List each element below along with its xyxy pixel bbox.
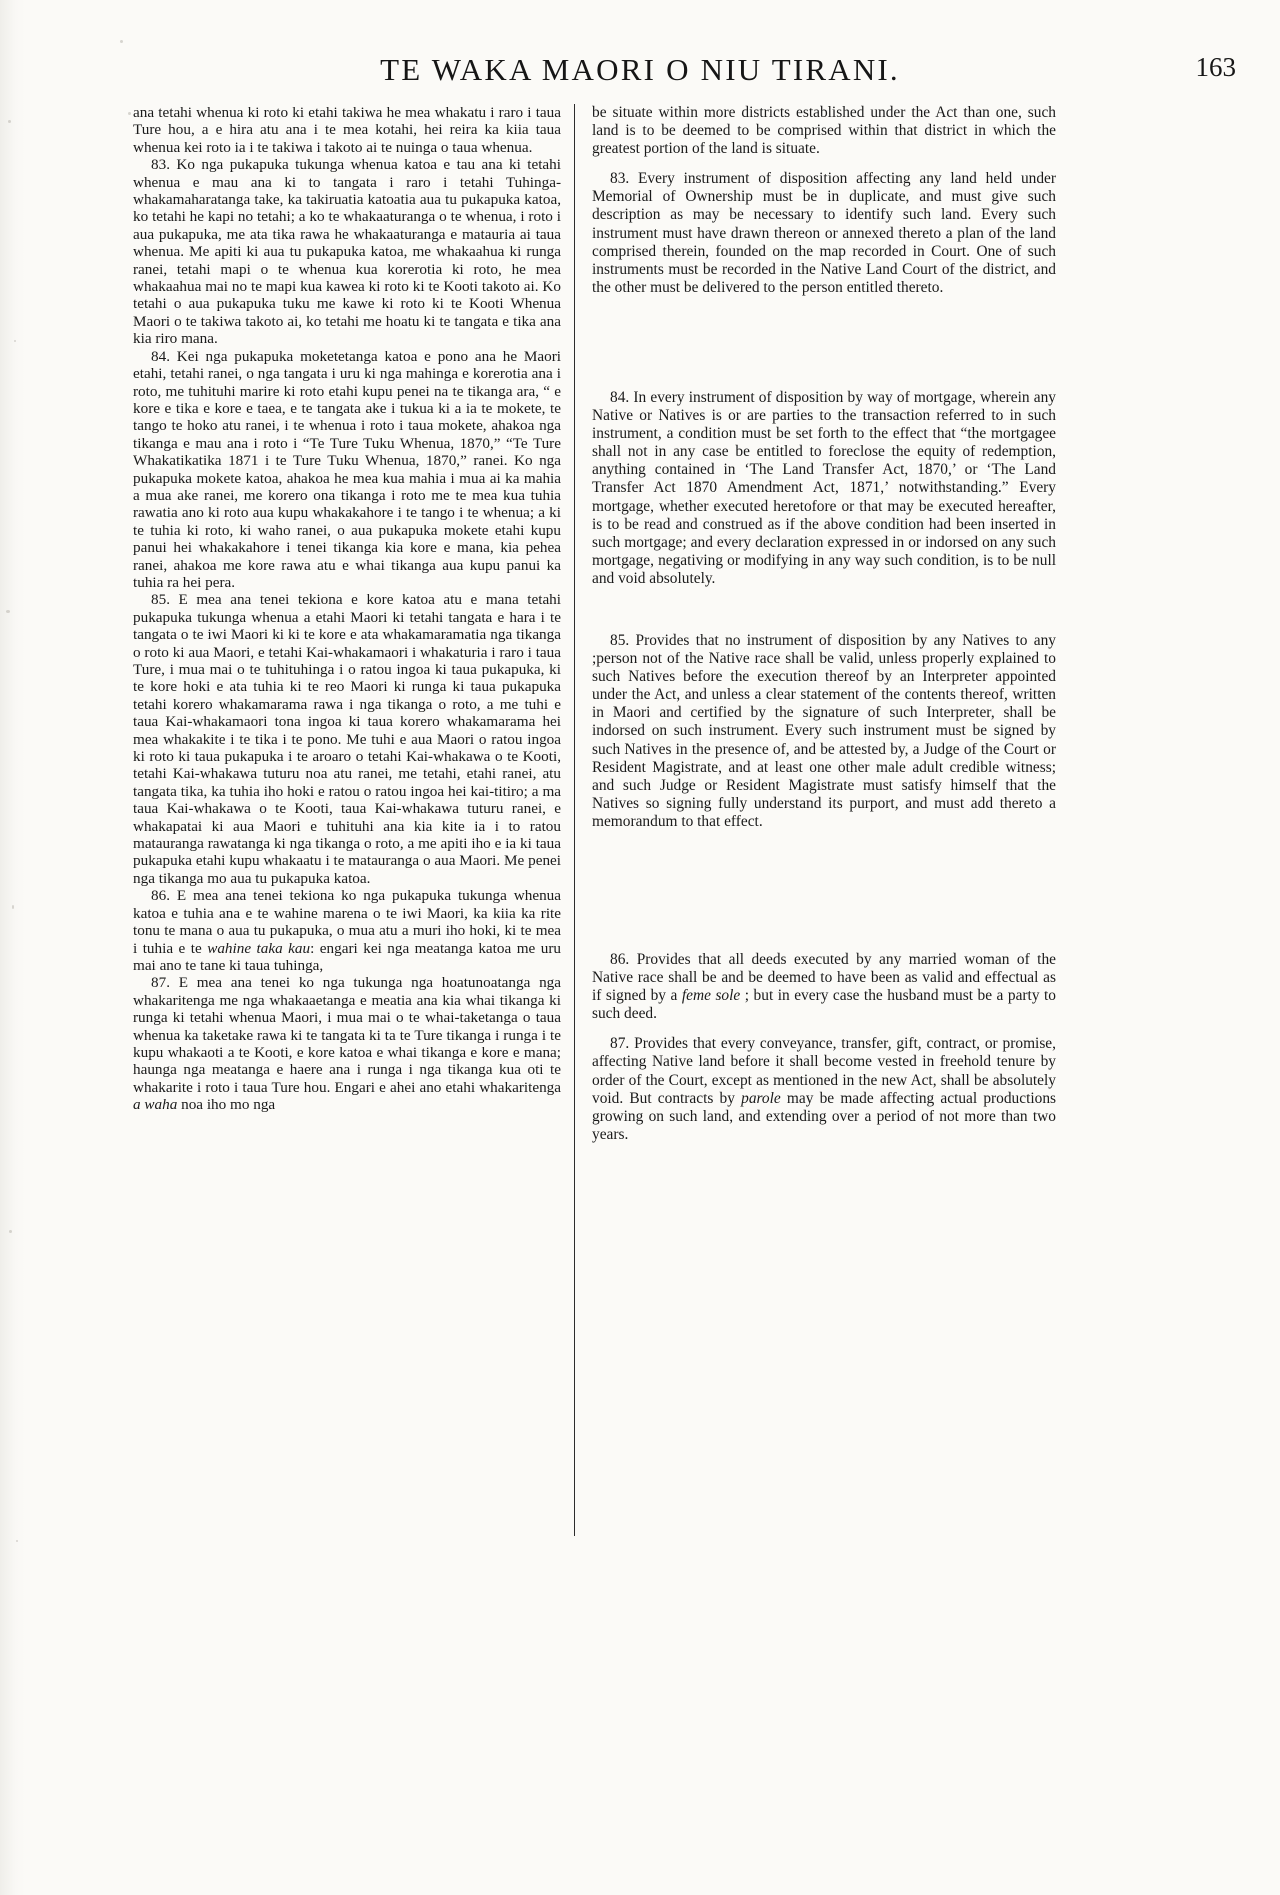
- paragraph-spacer: [592, 831, 1056, 951]
- paragraph-section-86: 86. E mea ana tenei tekiona ko nga pukapuka tukunga whenua katoa e tuhia ana e te wahine marena o te iwi Maori, ka kiia ka rite tonu te mana o aua tu pukapuka, o mua atu a muri iho hoki, ki te mea i tuhia e te wahine taka kau: engari kei nga meatanga katoa me uru mai ano te tane ki taua tuhinga,: [133, 887, 561, 974]
- paragraph: ana tetahi whenua ki roto ki etahi takiwa he mea whakatu i raro i taua Ture hou, a e hira atu ana i te mea kotahi, hei reira ka kiia taua whenua kei roto ia i te takiwa i takoto ai te nuinga o taua whenua.: [133, 104, 561, 156]
- paragraph: be situate within more districts established under the Act than one, such land is to be deemed to be comprised within that district in which the greatest portion of the land is situate.: [592, 104, 1056, 158]
- page-masthead: [0, 52, 1280, 88]
- scan-edge-artifact: [0, 0, 26, 1895]
- scan-speckle: [14, 340, 16, 342]
- scan-speckle: [120, 40, 123, 43]
- scan-speckle: [9, 1230, 12, 1233]
- scan-speckle: [12, 905, 14, 909]
- scan-speckle: [16, 1540, 18, 1542]
- column-english-text: [592, 104, 1056, 1144]
- paragraph-section-85: 85. Provides that no instrument of disposition by any Natives to any ;person not of the Native race shall be valid, unless properly explained to such Natives before the execution thereof by an Interpreter appointed under the Act, and unless a clear statement of the contents thereof, written in Maori and certified by the signature of such Interpreter, shall be indorsed on such instrument. Every such instrument must be signed by such Natives in the presence of, and be attested by, a Judge of the Court or Resident Magistrate, and at least one other male adult credible witness; and such Judge or Resident Magistrate must satisfy himself that the Natives so signing fully understand its purport, and must add thereto a memorandum to that effect.: [592, 631, 1056, 830]
- paragraph-spacer: [592, 297, 1056, 389]
- paragraph-section-84: 84. In every instrument of disposition by way of mortgage, wherein any Native or Natives is or are parties to the transaction referred to in such instrument, a condition must be set forth to the effect that “the mortgagee shall not in any case be entitled to foreclose the equity of redemption, anything contained in ‘The Land Transfer Act, 1870,’ or ‘The Land Transfer Act 1870 Amendment Act, 1871,’ notwithstanding.” Every mortgage, whether executed heretofore or that may be executed hereafter, is to be read and construed as if the above condition had been inserted in such mortgage; and every declaration expressed in or indorsed on any such mortgage, negativing or modifying in any way such condition, is to be null and void absolutely.: [592, 388, 1056, 587]
- paragraph-spacer: [592, 158, 1056, 170]
- paragraph-section-83: 83. Ko nga pukapuka tukunga whenua katoa e tau ana ki tetahi whenua e mau ana ki to tangata i raro i tetahi Tuhinga-whakamaharatanga take, ka takiruatia katoatia aua tu pukapuka katoa, ko tetahi he kapi no tetahi; a ko te whakaaturanga o te whenua, i roto i aua pukapuka, me ata tika rawa he whakaaturanga e matauria ai taua whenua. Me apiti ki aua tu pukapuka katoa, me whakaahua ki runga ranei, tetahi mapi o te whenua kua korerotia ki roto, he mea whakaahua mai no te mapi kua kawea ki roto ki te Kooti takoto ai. Ko tetahi o aua pukapuka tuku me kawe ki roto ki te Kooti Whenua Maori o te takiwa takoto ai, ko tetahi me hoatu ki te tangata e tika ana kia riro mana.: [133, 156, 561, 348]
- paragraph-spacer: [592, 588, 1056, 632]
- scan-speckle: [6, 610, 10, 613]
- page-number: 163: [1195, 52, 1236, 82]
- paragraph-section-87: 87. E mea ana tenei ko nga tukunga nga hoatunoatanga nga whakaritenga me nga whakaaetanga e meatia ana kia whai tikanga ki runga ki tetahi whenua Maori, i mua mai o te whai-taketanga o taua whenua ka taketake rawa ki te tangata ki ta te Ture tikanga i runga i te kupu whakaoti a te Kooti, e kore katoa e whai tikanga e kore e mana; haunga nga meatanga e haere ana i runga i nga tikanga kua oti te whakarite i roto i taua Ture hou. Engari e ahei ano etahi whakaritenga a waha noa iho mo nga: [133, 974, 561, 1114]
- paragraph-section-85: 85. E mea ana tenei tekiona e kore katoa atu e mana tetahi pukapuka tukunga whenua a etahi Maori ki tetahi tangata e hara i te tangata o te iwi Maori ki ki te kore e ata whakamaramatia nga tikanga o roto ki aua Maori, e tetahi Kai-whakamaori i whakaturia i raro i taua Ture, i mua mai o te tuhituhinga i o ratou ingoa ki taua pukapuka, ki te kore hoki e ata tuhia ki te reo Maori ki runga ki taua pukapuka tetahi korero whakamarama rawa i nga tikanga o roto, a me tuhi e taua Kai-whakamaori tona ingoa ki taua korero whakamarama hei mea whakakite i te tika i te pono. Me tuhi e aua Maori o ratou ingoa ki roto ki taua pukapuka i te aroaro o tetahi Kai-whakawa o te Kooti, tetahi Kai-whakawa tuturu noa atu ranei, me tetahi, etahi ranei, atu tangata tika, ka tuhia iho hoki e ratou o ratou ingoa hei kai-titiro; a ma taua Kai-whakawa o te Kooti, taua Kai-whakawa tuturu ranei, e whakapatai ki aua Maori e tuhituhi ana kia kite ia i to ratou matauranga rawatanga ki nga tikanga o roto, a me apiti iho e ia ki taua pukapuka etahi kupu whakaatu i te matauranga o aua Maori. Me penei nga tikanga mo aua tu pukapuka katoa.: [133, 591, 561, 887]
- paragraph-section-87: 87. Provides that every conveyance, transfer, gift, contract, or promise, affecting Native land before it shall become vested in freehold tenure by order of the Court, except as mentioned in the new Act, shall be absolutely void. But contracts by parole may be made affecting actual productions growing on such land, and extending over a period of not more than two years.: [592, 1035, 1057, 1143]
- paragraph-spacer: [592, 1023, 1056, 1035]
- publication-title: TE WAKA MAORI O NIU TIRANI.: [380, 52, 900, 87]
- scan-speckle: [8, 120, 11, 123]
- body-columns: [133, 104, 1143, 1844]
- paragraph-section-83: 83. Every instrument of disposition affecting any land held under Memorial of Ownership must be in duplicate, and must give such description as may be necessary to identify such land. Every such instrument must have drawn thereon or annexed thereto a plan of the land comprised therein, founded on the map recorded in Court. One of such instruments must be recorded in the Native Land Court of the district, and the other must be delivered to the person entitled thereto.: [592, 170, 1056, 296]
- scan-speckle: [128, 112, 131, 115]
- paragraph-section-86: 86. Provides that all deeds executed by any married woman of the Native race shall be and be deemed to have been as valid and effectual as if signed by a feme sole ; but in every case the husband must be a party to such deed.: [592, 951, 1056, 1023]
- column-maori-text: [133, 104, 561, 1114]
- paragraph-section-84: 84. Kei nga pukapuka moketetanga katoa e pono ana he Maori etahi, tetahi ranei, o nga tangata i uru ki nga mahinga e korerotia ana i roto, me tuhituhi marire ki roto etahi kupu penei na te tikanga ara, “ e kore e tika e kore e taea, e te tangata ake i tukua ki a ia te mokete, te tango te hoko atu ranei, i te whenua i roto i taua mokete, ahakoa nga tikanga e mau ana i roto i “Te Ture Tuku Whenua, 1870,” “Te Ture Whakatikatika 1871 i te Ture Tuku Whenua, 1870,” ranei. Ko nga pukapuka mokete katoa, ahakoa he mea kua mahia i mua ai ka mahia a mua ake ranei, me korero ona tikanga i roto me te mea kua tuhia rawatia ano ki roto aua kupu whakakahore i te tango i te whenua; a ki te tuhia ki roto, ki waho ranei, o aua pukapuka mokete etahi kupu panui hei whakakahore i tenei tikanga kia kore e mana, kia pehea ranei, ahakoa me kore rawa atu e whai tikanga aua kupu panui ka tuhia ra hei pera.: [133, 347, 561, 591]
